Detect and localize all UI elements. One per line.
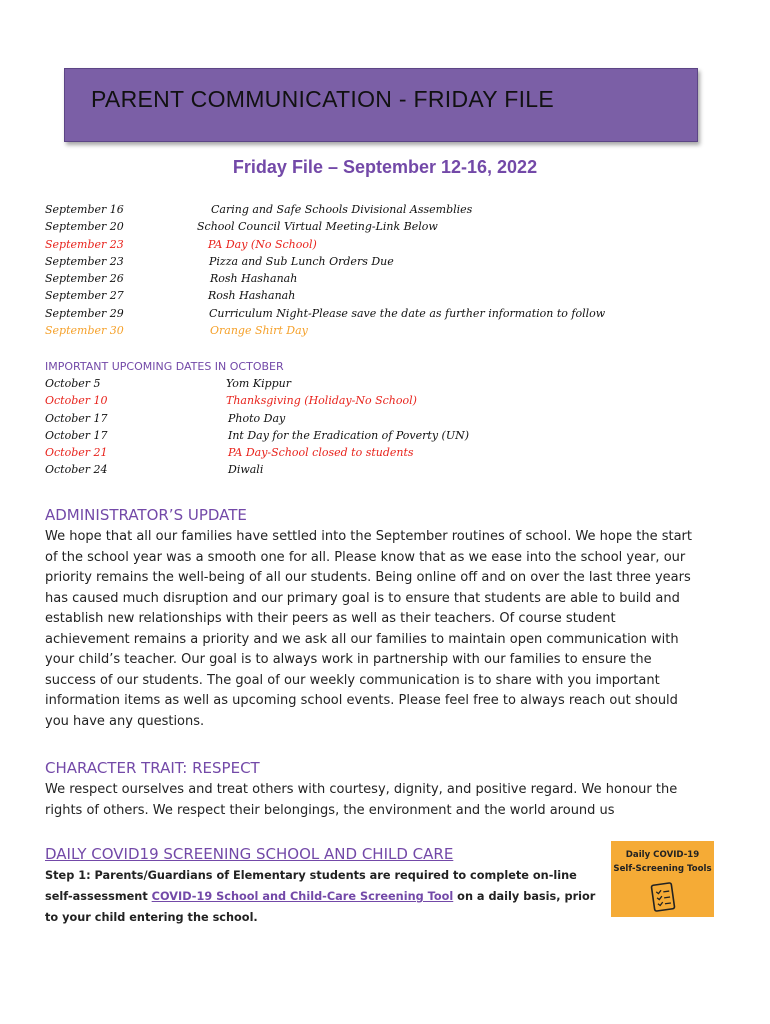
event-description: Photo Day [228,411,286,425]
event-row [45,220,745,237]
event-description: Rosh Hashanah [208,289,296,303]
admin-line: We hope that all our families have settled into the September routines of school. We hope the start [45,529,692,544]
event-description: Thanksgiving (Holiday-No School) [226,394,417,408]
admin-line: of the school year was a smooth one for all. Please know that as we ease into the school year, our [45,549,686,565]
event-date: October 5 [45,377,101,390]
event-description: PA Day (No School) [208,237,317,251]
event-date: October 10 [45,394,108,408]
character-heading: CHARACTER TRAIT: RESPECT [45,759,260,777]
event-description: Int Day for the Eradication of Poverty (UN) [228,428,470,442]
event-date: September 30 [45,324,124,338]
event-description: Pizza and Sub Lunch Orders Due [209,254,394,268]
header-banner [64,68,698,142]
event-row [45,394,745,411]
page-subtitle: Friday File – September 12-16, 2022 [232,157,538,177]
event-date: October 24 [45,463,108,477]
admin-body [45,527,735,732]
admin-line: your child’s teacher. Our goal is to always work in partnership with our families to ensure the [45,652,652,667]
event-date: October 17 [45,411,108,425]
event-description: Curriculum Night-Please save the date as further information to follow [209,306,606,320]
event-description: Caring and Safe Schools Divisional Assemblies [211,203,473,216]
admin-heading: ADMINISTRATOR’S UPDATE [45,506,247,524]
tool-box-line: Self-Screening Tools [613,864,712,874]
october-heading: IMPORTANT UPCOMING DATES IN OCTOBER [45,360,284,373]
event-date: September 20 [45,220,124,234]
event-description: School Council Virtual Meeting-Link Below [197,220,438,234]
step-line [45,886,600,907]
admin-line: success of our students. The goal of our weekly communication is to share with you important [45,672,660,688]
covid-step-1 [45,865,600,928]
event-description: PA Day-School closed to students [228,446,414,460]
event-date: September 27 [45,289,124,303]
event-description: Yom Kippur [226,377,292,390]
event-date: September 29 [45,306,124,320]
banner-title: PARENT COMMUNICATION - FRIDAY FILE [91,86,554,112]
event-date: September 26 [45,272,124,286]
character-line: rights of others. We respect their belongings, the environment and the world around us [45,802,615,818]
event-date: September 23 [45,254,124,268]
event-date: October 17 [45,428,108,442]
covid-heading[interactable]: DAILY COVID19 SCREENING SCHOOL AND CHILD CARE [45,845,454,863]
event-row [45,324,745,341]
admin-line: you have any questions. [45,713,205,729]
october-events-list [45,377,745,481]
admin-line: establish new relationships with their peers as well as their teachers. Of course student [45,611,616,626]
event-row [45,463,745,480]
step-line: Step 1: Parents/Guardians of Elementary students are required to complete on-line [45,869,577,882]
event-date: September 23 [45,237,124,251]
event-row [45,412,745,429]
event-row [45,429,745,446]
event-row [45,289,745,306]
tool-box-line: Daily COVID-19 [625,850,700,860]
tool-box-label [611,848,714,876]
step-text-pre: self-assessment [45,890,152,903]
event-row [45,255,745,272]
character-line: We respect ourselves and treat others with courtesy, dignity, and positive regard. We honour the [45,782,678,797]
event-row [45,238,745,255]
admin-line: achievement remains a priority and we ask all our families to maintain open communication with [45,631,679,647]
event-date: September 16 [45,203,124,216]
event-row [45,307,745,324]
event-row [45,203,745,220]
step-text-post: on a daily basis, prior [453,890,596,903]
event-row [45,272,745,289]
admin-line: priority remains the well-being of all our students. Being online off and on over the last three years [45,570,691,585]
step-line: to your child entering the school. [45,911,258,924]
event-row [45,446,745,463]
self-screening-tools-box[interactable] [611,841,714,917]
event-description: Diwali [228,463,264,477]
character-body [45,780,735,821]
checklist-icon [648,881,678,913]
event-description: Orange Shirt Day [210,324,308,338]
event-description: Rosh Hashanah [210,272,298,286]
september-events-list [45,203,745,341]
event-date: October 21 [45,446,108,460]
admin-line: has caused much disruption and our primary goal is to ensure that students are able to build and [45,590,680,606]
screening-tool-link[interactable]: COVID-19 School and Child-Care Screening Tool [151,890,454,903]
event-row [45,377,745,394]
admin-line: information items as well as upcoming school events. Please feel free to always reach out should [45,693,678,708]
